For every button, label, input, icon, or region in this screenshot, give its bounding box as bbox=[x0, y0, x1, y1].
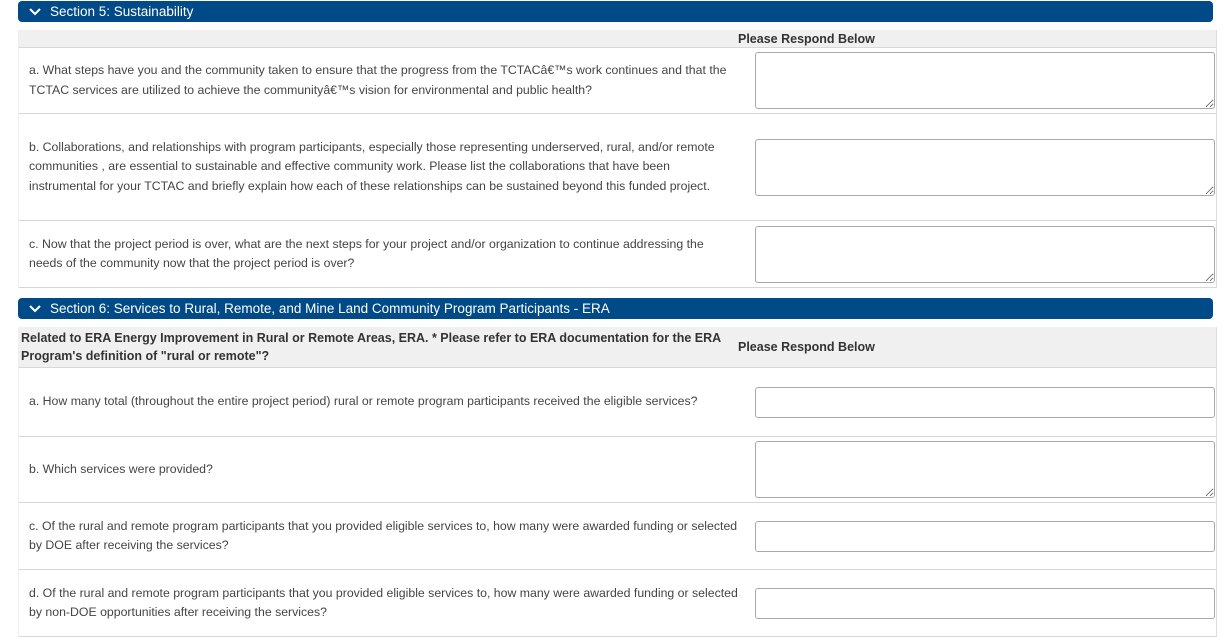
question-row-6d bbox=[19, 570, 1216, 637]
section-5-title: Section 5: Sustainability bbox=[50, 4, 194, 19]
response-6c-input[interactable] bbox=[755, 521, 1215, 552]
question-row-5a bbox=[19, 48, 1216, 114]
question-column-header bbox=[19, 30, 737, 47]
response-5b-textarea[interactable] bbox=[755, 139, 1215, 196]
response-5c-textarea[interactable] bbox=[755, 226, 1215, 283]
question-5a-text: a. What steps have you and the community taken to ensure that the progress from the TCTACâ€™s work continues and that the TCTAC services are utilized to achieve the communityâ€™s vision for environmental and public health? bbox=[29, 63, 727, 97]
question-6c-text: c. Of the rural and remote program participants that you provided eligible services to, how many were awarded funding or selected by DOE after receiving the services? bbox=[29, 518, 738, 552]
section-5-table-head bbox=[19, 30, 1216, 48]
question-row-5c bbox=[19, 221, 1216, 288]
response-6d-input[interactable] bbox=[755, 588, 1215, 619]
question-row-5b bbox=[19, 114, 1216, 221]
response-5a-textarea[interactable] bbox=[755, 52, 1215, 109]
question-5b-text: b. Collaborations, and relationships with program participants, especially those representing underserved, rural, and/or remote communities , are essential to sustainable and effective community work. Please list the collaborations that have been instrumental for your TCTAC and briefly explain how each of these relationships can be sustained beyond this funded project. bbox=[29, 139, 715, 193]
response-column-header: Please Respond Below bbox=[738, 340, 875, 354]
response-6b-textarea[interactable] bbox=[755, 441, 1215, 498]
chevron-down-icon bbox=[28, 302, 42, 316]
section-6-table-head bbox=[19, 327, 1216, 368]
section-5-header[interactable] bbox=[18, 1, 1213, 22]
section-6-title: Section 6: Services to Rural, Remote, and Mine Land Community Program Participants - ERA bbox=[50, 301, 610, 316]
question-6d-text: d. Of the rural and remote program participants that you provided eligible services to, how many were awarded funding or selected by non-DOE opportunities after receiving the services? bbox=[29, 585, 738, 619]
question-row-6a bbox=[19, 368, 1216, 437]
question-6b-text: b. Which services were provided? bbox=[29, 461, 213, 476]
section-6-table bbox=[18, 327, 1217, 637]
chevron-down-icon bbox=[28, 5, 42, 19]
section-6-header[interactable] bbox=[18, 298, 1213, 319]
question-row-6c bbox=[19, 503, 1216, 570]
question-5c-text: c. Now that the project period is over, what are the next steps for your project and/or organization to continue addressing the needs of the community now that the project period is over? bbox=[29, 236, 704, 270]
section-5-table bbox=[18, 30, 1217, 288]
era-group-header: Related to ERA Energy Improvement in Rural or Remote Areas, ERA. * Please refer to ERA documentation for the ERA Program's definition of "rural or remote"? bbox=[21, 331, 721, 363]
question-6a-text: a. How many total (throughout the entire project period) rural or remote program participants received the eligible services? bbox=[29, 394, 698, 409]
response-6a-input[interactable] bbox=[755, 387, 1215, 418]
response-column-header: Please Respond Below bbox=[738, 31, 875, 46]
question-row-6b bbox=[19, 437, 1216, 503]
